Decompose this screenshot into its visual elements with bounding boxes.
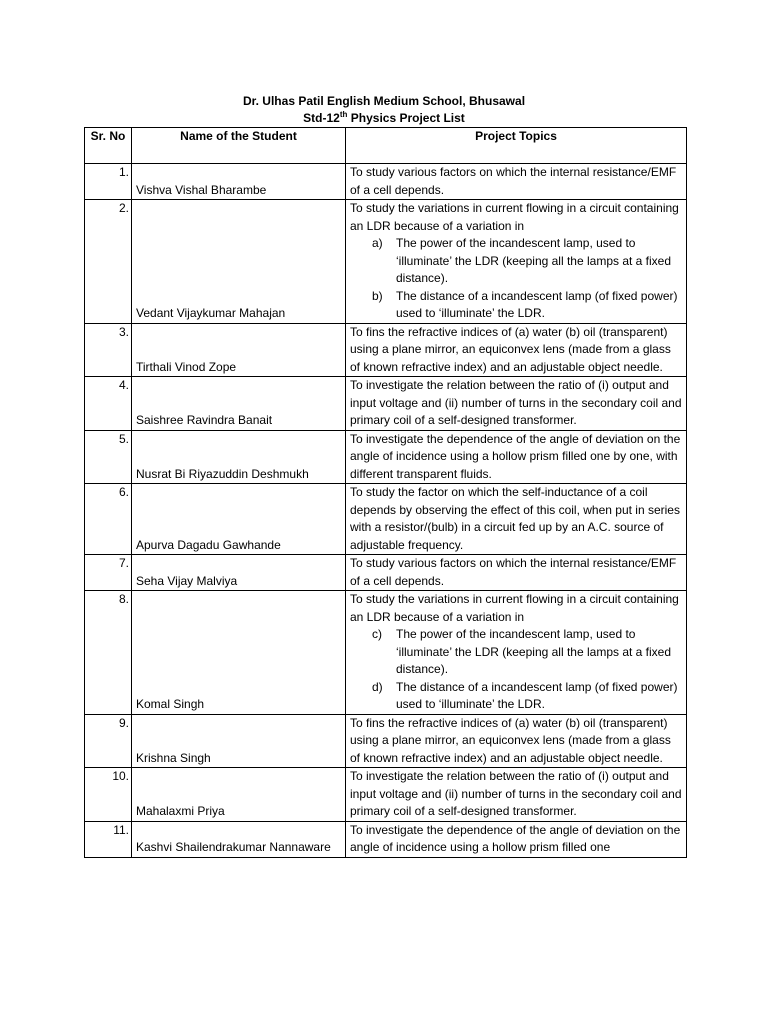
table-row [85, 821, 687, 857]
list-item [350, 679, 683, 714]
list-title-post: Physics Project List [347, 111, 465, 125]
sr-no-cell: 2. [85, 200, 132, 324]
list-item-marker: a) [372, 236, 383, 250]
project-table [84, 127, 687, 858]
list-item-text: The distance of a incandescent lamp (of fixed power) used to ‘illuminate’ the LDR. [396, 679, 678, 711]
column-header-name: Name of the Student [132, 128, 346, 164]
list-item [350, 626, 683, 679]
sr-no-cell: 1. [85, 164, 132, 200]
project-topic-cell [346, 377, 687, 431]
table-row [85, 200, 687, 324]
student-name-cell: Tirthali Vinod Zope [132, 323, 346, 377]
project-topic-text: To study the variations in current flowing in a circuit containing an LDR because of a variation in [350, 592, 679, 624]
project-topic-text: To fins the refractive indices of (a) water (b) oil (transparent) using a plane mirror, an equiconvex lens (made from a glass of known refractive index) and an adjustable object needle. [350, 324, 671, 374]
project-topic-cell [346, 323, 687, 377]
table-body [85, 164, 687, 858]
student-name-cell: Mahalaxmi Priya [132, 768, 346, 822]
list-item-marker: b) [372, 288, 383, 303]
project-topic-cell [346, 164, 687, 200]
table-row [85, 714, 687, 768]
project-topic-cell [346, 591, 687, 715]
table-row [85, 164, 687, 200]
project-topic-cell [346, 768, 687, 822]
project-topic-text: To investigate the dependence of the angle of deviation on the angle of incidence using a hollow prism filled one by one, with different transparent fluids. [350, 431, 681, 481]
project-topic-text: To study various factors on which the internal resistance/EMF of a cell depends. [350, 165, 677, 197]
sr-no-cell: 11. [85, 821, 132, 857]
sr-no-cell: 5. [85, 430, 132, 484]
student-name-cell: Seha Vijay Malviya [132, 555, 346, 591]
project-topic-text: To investigate the dependence of the angle of deviation on the angle of incidence using a hollow prism filled one [350, 822, 681, 854]
list-item [350, 235, 683, 288]
table-row [85, 430, 687, 484]
table-row [85, 768, 687, 822]
column-header-topics: Project Topics [346, 128, 687, 164]
student-name-cell: Krishna Singh [132, 714, 346, 768]
project-topic-text: To investigate the relation between the ratio of (i) output and input voltage and (ii) number of turns in the secondary coil and primary coil of a self-designed transformer. [350, 378, 682, 427]
project-topic-text: To study the variations in current flowing in a circuit containing an LDR because of a variation in [350, 201, 679, 233]
table-row [85, 323, 687, 377]
list-title-sup: th [339, 110, 348, 119]
table-header-row [85, 128, 687, 164]
project-topic-cell [346, 821, 687, 857]
list-title-pre: Std-12 [303, 111, 340, 125]
list-item-text: The distance of a incandescent lamp (of fixed power) used to ‘illuminate’ the LDR. [396, 288, 678, 320]
project-topic-cell [346, 714, 687, 768]
project-topic-text: To investigate the relation between the ratio of (i) output and input voltage and (ii) number of turns in the secondary coil and primary coil of a self-designed transformer. [350, 769, 682, 818]
school-name: Dr. Ulhas Patil English Medium School, Bhusawal [242, 94, 526, 108]
table-row [85, 484, 687, 555]
student-name-cell: Vedant Vijaykumar Mahajan [132, 200, 346, 324]
student-name-cell: Saishree Ravindra Banait [132, 377, 346, 431]
list-item [350, 288, 683, 323]
sr-no-cell: 3. [85, 323, 132, 377]
sr-no-cell: 8. [85, 591, 132, 715]
column-header-sr-no: Sr. No [85, 128, 132, 164]
project-topic-cell [346, 484, 687, 555]
project-topic-cell [346, 430, 687, 484]
student-name-cell: Nusrat Bi Riyazuddin Deshmukh [132, 430, 346, 484]
student-name-cell: Kashvi Shailendrakumar Nannaware [132, 821, 346, 857]
project-topic-text: To study various factors on which the internal resistance/EMF of a cell depends. [350, 556, 677, 588]
list-item-marker: d) [372, 679, 383, 694]
list-item-text: The power of the incandescent lamp, used to ‘illuminate’ the LDR (keeping all the lamps at a fixed distance). [396, 236, 672, 285]
project-topic-cell [346, 200, 687, 324]
student-name-cell: Apurva Dagadu Gawhande [132, 484, 346, 555]
topic-sub-list [350, 235, 683, 323]
list-item-text: The power of the incandescent lamp, used to ‘illuminate’ the LDR (keeping all the lamps at a fixed distance). [396, 627, 672, 676]
list-item-marker: c) [372, 627, 382, 641]
sr-no-cell: 6. [85, 484, 132, 555]
table-row [85, 377, 687, 431]
table-row [85, 555, 687, 591]
sr-no-cell: 4. [85, 377, 132, 431]
sr-no-cell: 7. [85, 555, 132, 591]
project-topic-cell [346, 555, 687, 591]
topic-sub-list [350, 626, 683, 714]
project-topic-text: To study the factor on which the self-inductance of a coil depends by observing the effect of this coil, when put in series with a resistor/(bulb) in a circuit fed up by an A.C. source of adjustable frequency. [350, 485, 680, 552]
student-name-cell: Komal Singh [132, 591, 346, 715]
sr-no-cell: 10. [85, 768, 132, 822]
sr-no-cell: 9. [85, 714, 132, 768]
project-topic-text: To fins the refractive indices of (a) water (b) oil (transparent) using a plane mirror, an equiconvex lens (made from a glass of known refractive index) and an adjustable object needle. [350, 715, 671, 765]
table-row [85, 591, 687, 715]
student-name-cell: Vishva Vishal Bharambe [132, 164, 346, 200]
list-title [84, 110, 684, 127]
